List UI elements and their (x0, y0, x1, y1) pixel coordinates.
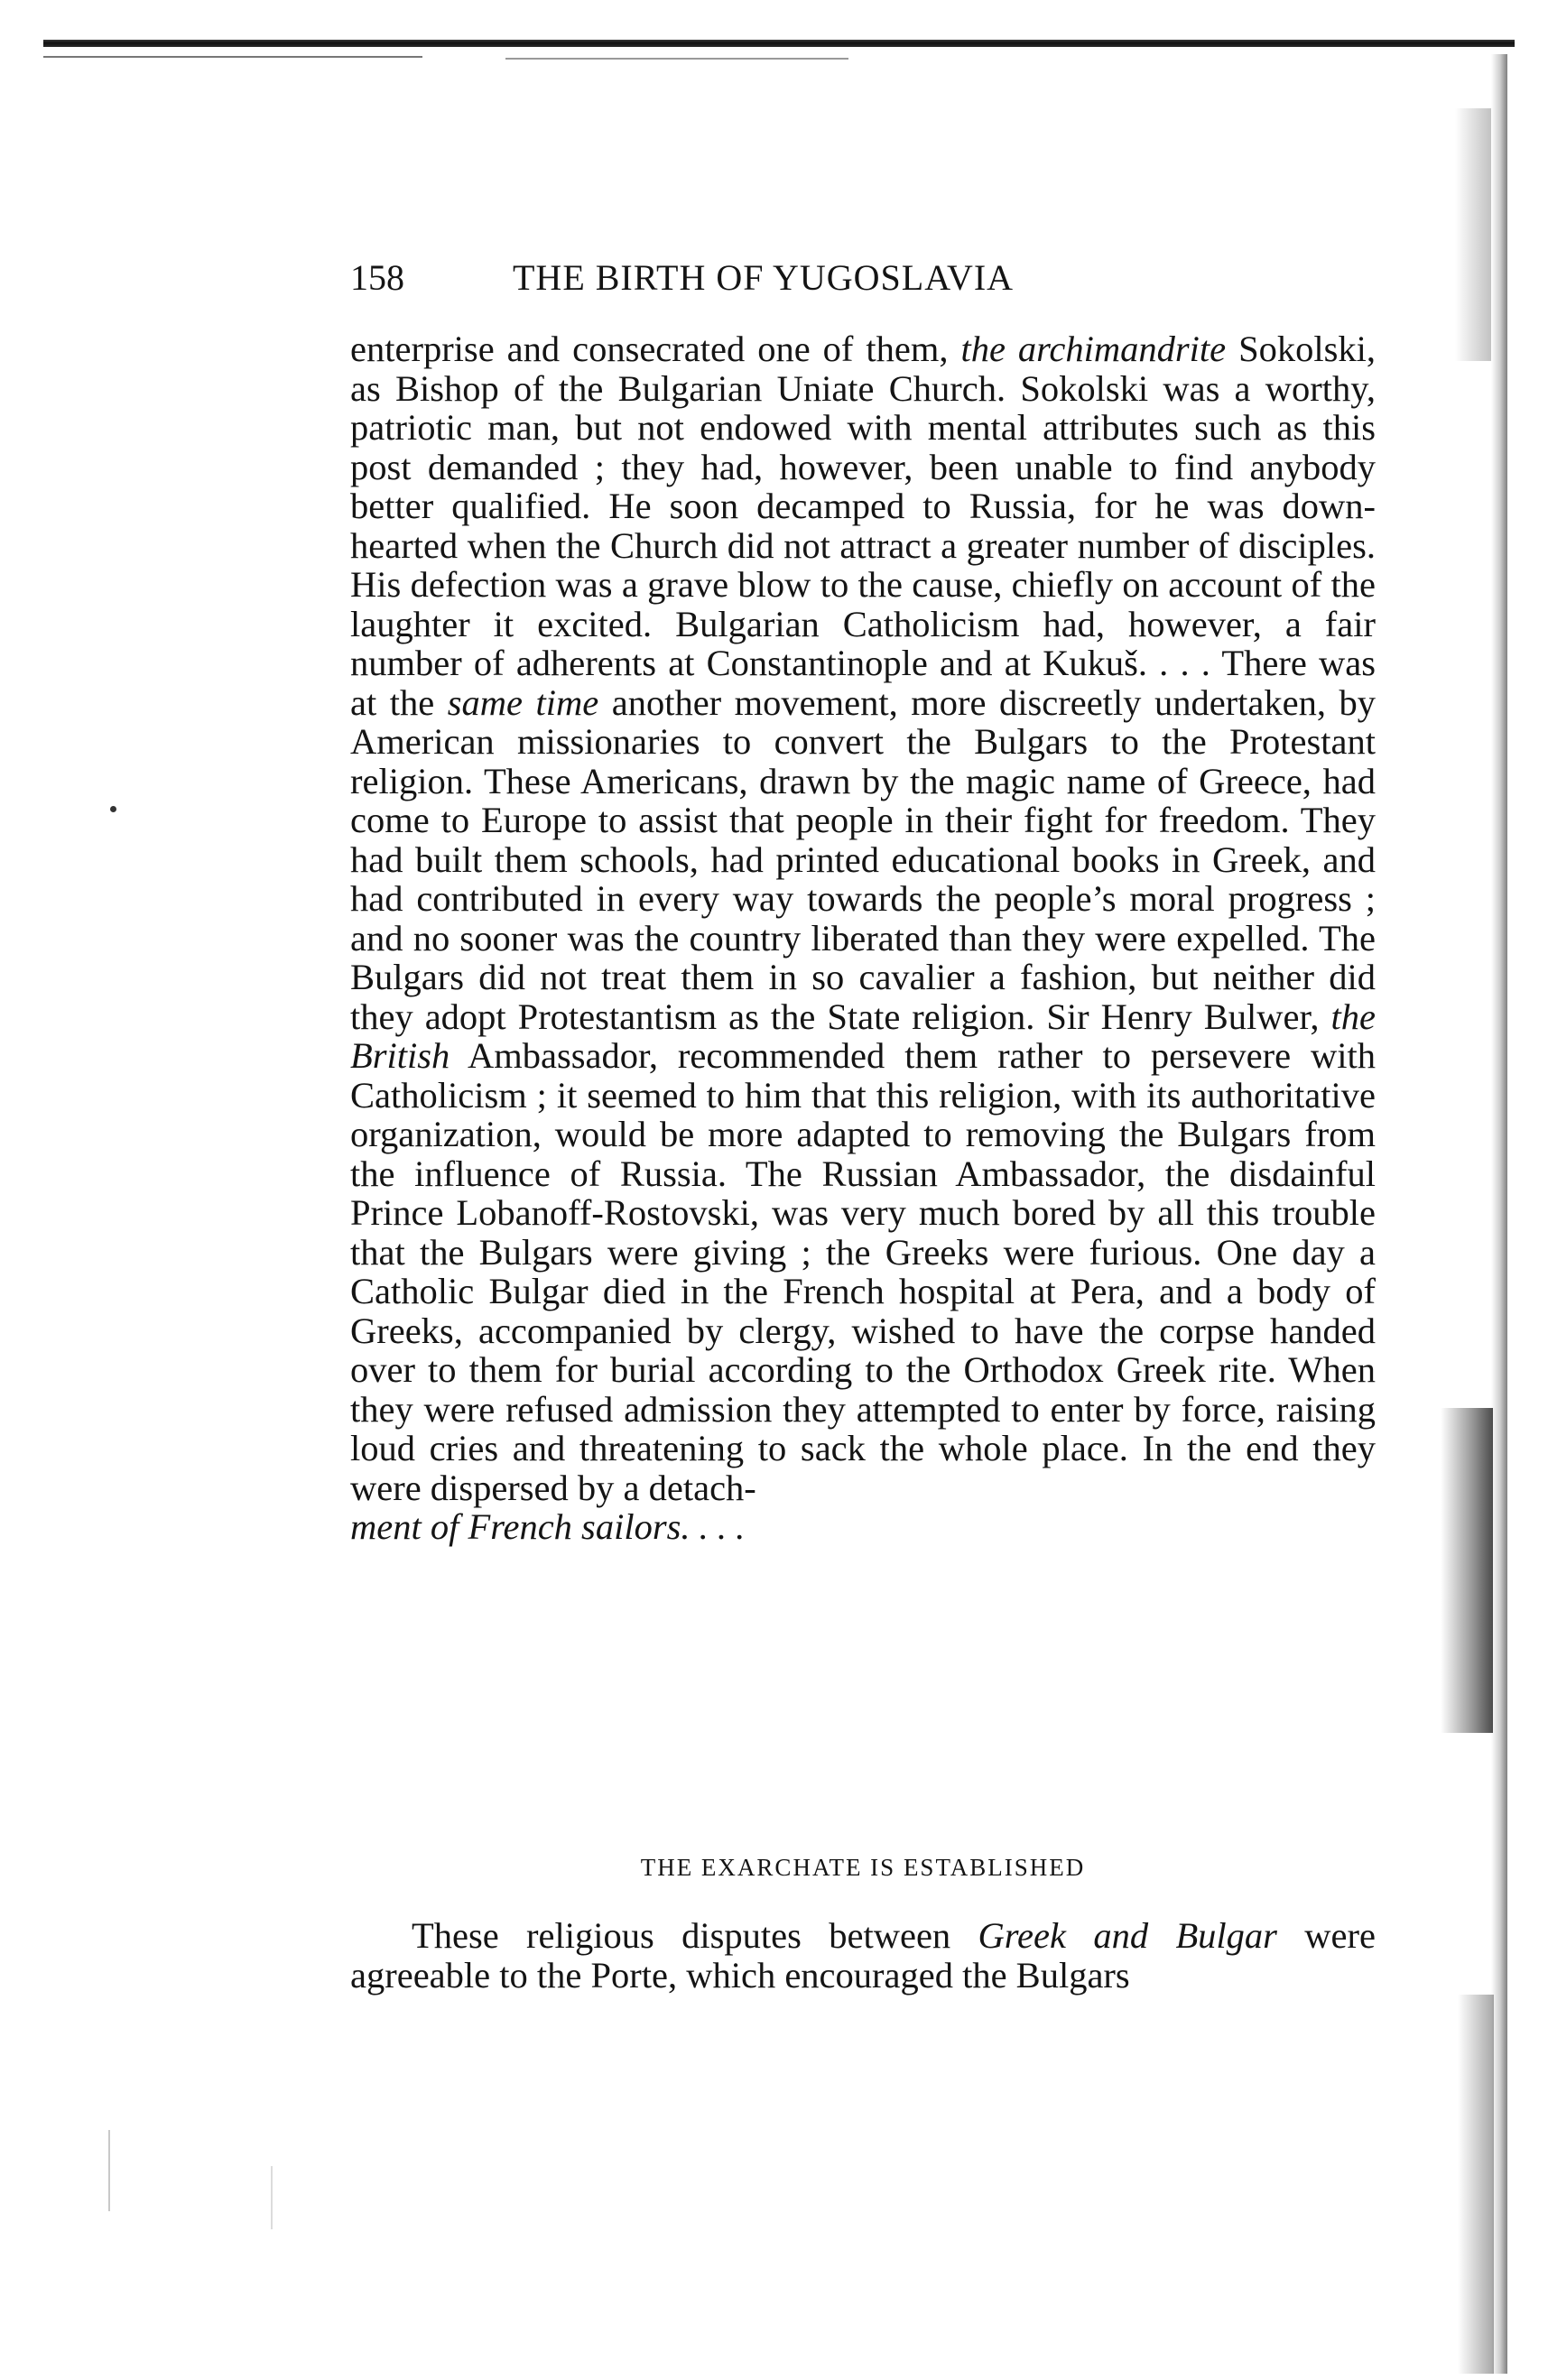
scan-thin-rule (43, 56, 422, 58)
text-run: were agreeable to the Porte, which encouraged the Bulgars (350, 1915, 1376, 1996)
paragraph (350, 329, 1376, 1547)
scan-top-rule (43, 40, 1515, 47)
section-heading: THE EXARCHATE IS ESTABLISHED (640, 1854, 1086, 1881)
running-head (350, 255, 1271, 301)
text-run: Sokolski, as Bishop of the Bulgarian Uniate Church. Sokolski was a worthy, patriotic man, but not endowed with mental attributes such as this post demanded ; they had, however, been unable to find anybody better qualified. He soon decamped to Russia, for he was down-hearted when the Church did not attract a greater number of disciples. His defection was a grave blow to the cause, chiefly on account of the laughter it excited. Bulgarian Catholicism had, however, a fair number of adherents at Constantinople and at Kukuš. . . . There was at the (350, 329, 1377, 723)
text-run: Ambassador, recommended them rather to persevere with Catholicism ; it seemed to him that this religion, with its authoritative organization, would be more adapted to removing the Bulgars from the influence of Russia. The Russian Ambassador, the disdainful Prince Lobanoff-Rostovski, was very much bored by all this trouble that the Bulgars were giving ; the Greeks were furious. One day a Catholic Bulgar died in the French hospital at Pera, and a body of Greeks, accompanied by clergy, wished to have the corpse handed over to them for burial according to the Orthodox Greek rite. When they were refused admission they attempted to enter by force, raising loud cries and threatening to sack the whole place. In the end they were dispersed by a detach- (350, 1035, 1376, 1508)
italic-run: Greek and Bulgar (978, 1915, 1277, 1956)
text-run: These religious disputes between (412, 1915, 978, 1956)
page-number: 158 (350, 257, 404, 298)
scan-faint-mark (108, 2130, 110, 2211)
scan-page-edge-shadow (1441, 1408, 1493, 1733)
italic-run: ment of French sailors. . . . (350, 1506, 746, 1547)
running-title: THE BIRTH OF YUGOSLAVIA (513, 257, 1015, 298)
italic-run: the archimandrite (960, 329, 1227, 369)
text-run: another movement, more discreetly undertaken, by American missionaries to convert the Bulgars to the Protestant religion. These Americans, drawn by the magic name of Greece, had come to Europe to assist that people in their fight for freedom. They had built them schools, had printed educational books in Greek, and had contributed in every way towards the people’s moral progress ; and no sooner was the country liberated than they were expelled. The Bulgars did not treat them in so cavalier a fashion, but neither did they adopt Protestantism as the State religion. Sir Henry Bulwer, (350, 681, 1376, 1037)
scan-page-edge-shadow (1455, 108, 1491, 361)
section-text (350, 1916, 1376, 1995)
italic-run: the British (350, 996, 1376, 1076)
italic-run: same time (447, 681, 599, 723)
scan-thin-rule (505, 58, 848, 60)
scan-page-edge-shadow (1458, 1995, 1494, 2374)
scan-faint-mark (271, 2166, 273, 2229)
main-text (350, 329, 1376, 1547)
scan-speck (110, 806, 116, 812)
paragraph (350, 1916, 1376, 1995)
text-run: enterprise and consecrated one of them, (350, 329, 961, 369)
